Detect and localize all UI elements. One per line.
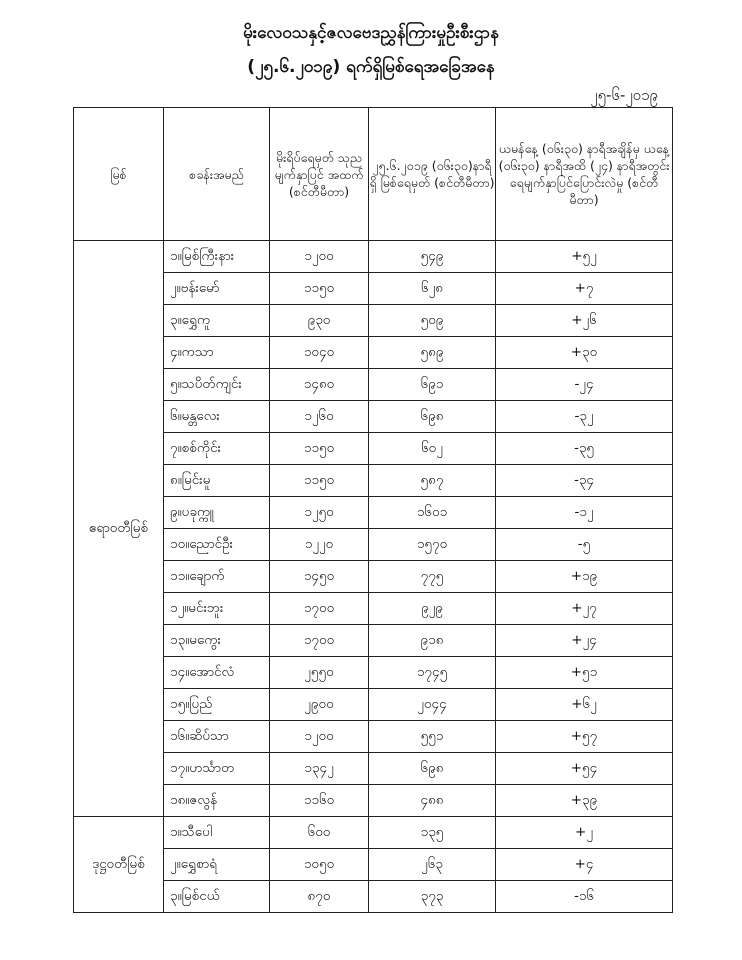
report-subtitle: (၂၅.၆.၂၀၁၉) ရက်ရှိမြစ်ရေအခြေအနေ (247, 57, 495, 77)
danger-level-cell: ၂၅၅၀ (270, 657, 369, 689)
station-cell: ၁၁။ချောက် (164, 561, 270, 593)
station-cell: ၁၅။ပြည် (164, 689, 270, 721)
station-cell: ၁၄။အောင်လံ (164, 657, 270, 689)
level-change-cell: +၅၇ (496, 721, 673, 753)
danger-level-cell: ၁၄၅၀ (270, 561, 369, 593)
danger-level-cell: ၆၀၀ (270, 817, 369, 849)
river-level-table (73, 107, 673, 913)
station-cell: ၁၆။ဆိပ်သာ (164, 721, 270, 753)
level-change-cell: +၇ (496, 273, 673, 305)
table-row (74, 529, 673, 561)
level-change-cell: -၃၅ (496, 433, 673, 465)
station-cell: ၂။ရွှေစာရံ (164, 849, 270, 881)
station-cell: ၁။မြစ်ကြီးနား (164, 241, 270, 273)
table-row (74, 689, 673, 721)
table-row (74, 241, 673, 273)
station-cell: ၁။သီပေါ (164, 817, 270, 849)
danger-level-cell: ၁၂၀၀ (270, 241, 369, 273)
water-level-cell: ၉၂၉ (369, 593, 496, 625)
table-row (74, 273, 673, 305)
water-level-cell: ၄၈၈ (369, 785, 496, 817)
table-body (74, 241, 673, 913)
water-level-cell: ၂၆၃ (369, 849, 496, 881)
level-change-cell: +၅၂ (496, 241, 673, 273)
water-level-cell: ၅၀၉ (369, 305, 496, 337)
level-change-cell: +၄ (496, 849, 673, 881)
danger-level-cell: ၁၂၂၀ (270, 529, 369, 561)
table-row (74, 849, 673, 881)
station-cell: ၃။မြစ်ငယ် (164, 881, 270, 913)
danger-level-cell: ၁၂၀၀ (270, 721, 369, 753)
report-title: မိုးလေဝသနှင့်ဇလဗေဒညွှန်ကြားမှုဦးစီးဌာန (243, 23, 499, 43)
danger-level-cell: ၁၇၀၀ (270, 625, 369, 657)
level-change-cell: +၃၉ (496, 785, 673, 817)
danger-level-cell: ၁၂၅၀ (270, 497, 369, 529)
water-level-cell: ၆၀၂ (369, 433, 496, 465)
level-change-cell: +၆၂ (496, 689, 673, 721)
table-row (74, 465, 673, 497)
water-level-cell: ၆၂၈ (369, 273, 496, 305)
table-header-row (74, 108, 673, 241)
danger-level-cell: ၉၃၀ (270, 305, 369, 337)
table-row (74, 785, 673, 817)
level-change-cell: +၂၆ (496, 305, 673, 337)
level-change-cell: -၁၂ (496, 497, 673, 529)
table-row (74, 401, 673, 433)
station-cell: ၁၈။ဇလွန် (164, 785, 270, 817)
level-change-cell: -၃၄ (496, 465, 673, 497)
water-level-cell: ၆၉၁ (369, 369, 496, 401)
level-change-cell: +၂၄ (496, 625, 673, 657)
header-river: မြစ် (74, 108, 164, 241)
table-row (74, 657, 673, 689)
table-row (74, 561, 673, 593)
water-level-cell: ၉၁၈ (369, 625, 496, 657)
table-row (74, 593, 673, 625)
table-row (74, 625, 673, 657)
level-change-cell: +၂ (496, 817, 673, 849)
danger-level-cell: ၁၂၆၀ (270, 401, 369, 433)
level-change-cell: -၃၂ (496, 401, 673, 433)
water-level-cell: ၁၅၇၀ (369, 529, 496, 561)
danger-level-cell: ၁၄၈၀ (270, 369, 369, 401)
station-cell: ၁၃။မကွေး (164, 625, 270, 657)
danger-level-cell: ၈၇၀ (270, 881, 369, 913)
river-name-cell: ဒုဋ္ဌဝတီမြစ် (74, 817, 164, 913)
table-row (74, 721, 673, 753)
level-change-cell: +၃၀ (496, 337, 673, 369)
danger-level-cell: ၁၁၅၀ (270, 433, 369, 465)
water-level-cell: ၆၉၈ (369, 401, 496, 433)
table-row (74, 433, 673, 465)
report-date: ၂၅-၆-၂၀၁၉ (590, 86, 658, 104)
level-change-cell: +၁၉ (496, 561, 673, 593)
danger-level-cell: ၁၁၅၀ (270, 465, 369, 497)
station-cell: ၅။သပိတ်ကျင်း (164, 369, 270, 401)
water-level-cell: ၁၃၅ (369, 817, 496, 849)
table-row (74, 369, 673, 401)
water-level-cell: ၅၈၇ (369, 465, 496, 497)
table-row (74, 497, 673, 529)
water-level-cell: ၁၆၀၁ (369, 497, 496, 529)
table-row (74, 337, 673, 369)
table-row (74, 753, 673, 785)
table-row (74, 817, 673, 849)
station-cell: ၁၇။ဟင်္သာတ (164, 753, 270, 785)
water-level-cell: ၅၅၁ (369, 721, 496, 753)
station-cell: ၆။မန္တလေး (164, 401, 270, 433)
danger-level-cell: ၁၇၀၀ (270, 593, 369, 625)
level-change-cell: +၅၄ (496, 753, 673, 785)
table-row (74, 305, 673, 337)
water-level-cell: ၅၈၉ (369, 337, 496, 369)
level-change-cell: -၂၄ (496, 369, 673, 401)
header-station: စခန်းအမည် (164, 108, 270, 241)
water-level-cell: ၃၇၃ (369, 881, 496, 913)
station-cell: ၃။ရွှေကူ (164, 305, 270, 337)
river-name-cell: ဧရာဝတီမြစ် (74, 241, 164, 817)
level-change-cell: -၁၆ (496, 881, 673, 913)
level-change-cell: +၅၁ (496, 657, 673, 689)
table-row (74, 881, 673, 913)
water-level-cell: ၂၀၄၄ (369, 689, 496, 721)
header-water-level: ၂၅.၆.၂၀၁၉ (၀၆း၃၀)နာရီရှိ မြစ်ရေမှတ် (စင်တီမီတာ) (369, 108, 496, 241)
header-danger-level: မိုးရိပ်ရေမှတ် သုည မျက်နှာပြင် အထက် (စင်တီမီတာ) (270, 108, 369, 241)
danger-level-cell: ၁၃၄၂ (270, 753, 369, 785)
station-cell: ၉။ပခုက္ကူ (164, 497, 270, 529)
station-cell: ၁၀။ညောင်ဦး (164, 529, 270, 561)
danger-level-cell: ၁၀၅၀ (270, 849, 369, 881)
danger-level-cell: ၁၁၆၀ (270, 785, 369, 817)
danger-level-cell: ၂၉၀၀ (270, 689, 369, 721)
danger-level-cell: ၁၁၅၀ (270, 273, 369, 305)
station-cell: ၂။ဗန်းမော် (164, 273, 270, 305)
header-level-change: ယမန်နေ့ (၀၆း၃၀) နာရီအချိန်မှ ယနေ့ (၀၆း၃၀) နာရီအထိ (၂၄) နာရီအတွင်း ရေမျက်နှာပြင်ပြောင်းလဲမှု (စင်တီမီတာ) (496, 108, 673, 241)
station-cell: ၇။စစ်ကိုင်း (164, 433, 270, 465)
level-change-cell: -၅ (496, 529, 673, 561)
level-change-cell: +၂၇ (496, 593, 673, 625)
danger-level-cell: ၁၀၄၀ (270, 337, 369, 369)
water-level-cell: ၅၄၉ (369, 241, 496, 273)
water-level-cell: ၁၇၄၅ (369, 657, 496, 689)
water-level-cell: ၇၇၅ (369, 561, 496, 593)
water-level-cell: ၆၉၈ (369, 753, 496, 785)
station-cell: ၁၂။မင်းဘူး (164, 593, 270, 625)
station-cell: ၄။ကသာ (164, 337, 270, 369)
station-cell: ၈။မြင်းမူ (164, 465, 270, 497)
